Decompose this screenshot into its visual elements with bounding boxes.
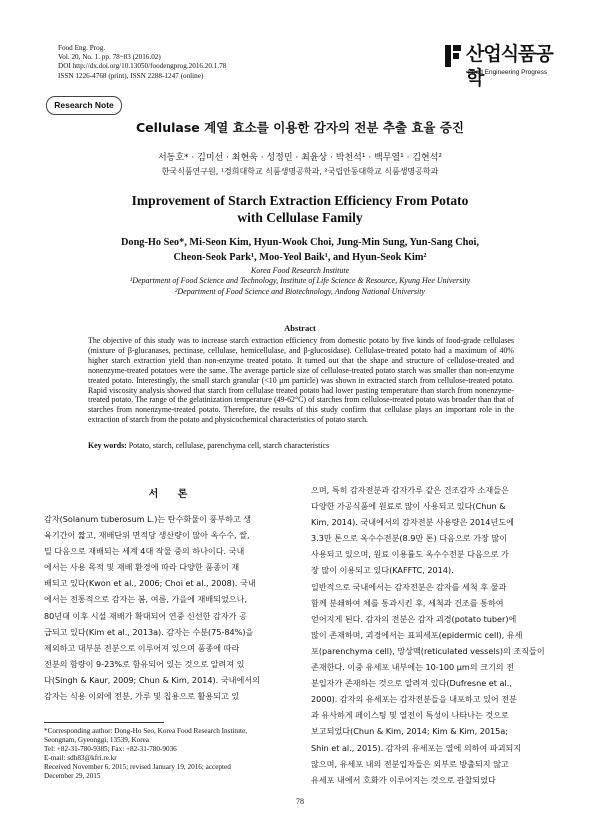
- body-line: 일반적으로 국내에서는 감자전분은 감자를 세척 후 물과: [311, 581, 507, 592]
- korean-affiliation: 한국식품연구원, ¹경희대학교 식품생명공학과, ²국립안동대학교 식품생명공학과: [161, 167, 439, 176]
- body-line: 않으며, 유세포 내의 전분입자들은 외부로 방출되지 않고: [311, 758, 509, 769]
- footnote-line: E-mail: sdh83@kfri.re.kr: [44, 753, 117, 762]
- footnote-line: Received November 6, 2015; revised January 19, 2016; accepted: [44, 762, 231, 771]
- journal-info-line: Food Eng. Prog.: [58, 44, 106, 52]
- korean-authors: 서동호* · 김미선 · 최현욱 · 성정민 · 최윤상 · 박천석¹ · 백무열¹ · 김현석²: [157, 153, 443, 163]
- journal-info-line: ISSN 1226-4768 (print), ISSN 2288-1247 (online): [58, 71, 204, 80]
- journal-info: [58, 44, 226, 81]
- english-title-line: Improvement of Starch Extraction Efficiency From Potato: [131, 193, 469, 208]
- keywords-label: Key words:: [88, 441, 127, 450]
- body-line: Shin et al., 2015). 감자의 유세포는 열에 의하여 파괴되지: [311, 742, 522, 753]
- body-line: 포(parenchyma cell), 망상맥(reticulated vessels)의 조직들이: [311, 645, 545, 656]
- body-line: 80년대 이후 시설 재배가 확대되어 연중 신선한 감자가 공: [44, 610, 247, 621]
- body-line: Kim, 2014). 국내에서의 감자전분 사용량은 2014년도에: [311, 517, 514, 528]
- keywords-text: Potato, starch, cellulase, parenchyma cell, starch characteristics: [128, 441, 330, 450]
- body-line: 존재한다. 이중 유세포 내부에는 10-100 μm의 크기의 전: [311, 662, 515, 673]
- english-title-line: with Cellulase Family: [237, 210, 363, 225]
- body-line: 에서는 전통적으로 감자는 봄, 여름, 가을에 재배되었으나,: [44, 594, 247, 605]
- journal-info-line: DOI http://dx.doi.org/10.13050/foodengprog.2016.20.1.78: [58, 62, 227, 71]
- body-line: 3.3만 톤으로 옥수수전분(8.9만 톤) 다음으로 가장 많이: [311, 533, 508, 544]
- footnote-line: Tel: +82-31-780-9385; Fax: +82-31-780-9036: [44, 744, 177, 753]
- left-column-body: [44, 511, 300, 704]
- body-line: 다양한 가공식품에 원료로 많이 사용되고 있다(Chun &: [311, 501, 506, 512]
- body-line: 감자(Solanum tuberosum L.)는 탄수화물이 풍부하고 생: [44, 514, 252, 524]
- body-line: 에서는 사용 목적 및 재배 환경에 따라 다양한 품종이 재: [44, 562, 240, 573]
- section-heading: 서 론: [148, 489, 196, 500]
- body-line: 전분의 함량이 9-23%로 함유되어 있는 것으로 알려져 있: [44, 658, 245, 669]
- journal-logo: [444, 42, 556, 89]
- body-line: 으며, 특히 감자전분과 감자가루 같은 건조감자 소재들은: [311, 485, 509, 495]
- footnote: [44, 727, 300, 780]
- body-line: 제외하고 대부분 전분으로 이루어져 있으며 품종에 따라: [44, 642, 240, 653]
- body-line: 과 유사하게 페이스팅 및 열전이 특성이 나타나는 것으로: [311, 710, 509, 721]
- abstract-heading: Abstract: [284, 323, 316, 333]
- right-column-body: [311, 482, 557, 788]
- body-line: 밀 다음으로 재배되는 세계 4대 작물 중의 하나이다. 국내: [44, 546, 245, 557]
- english-title: [0, 192, 600, 226]
- body-line: 사용되고 있으며, 원료 이용률도 옥수수전분 다음으로 가: [311, 549, 509, 560]
- body-line: 다(Singh & Kaur, 2009; Chun & Kim, 2014). 국내에서의: [44, 674, 260, 685]
- affiliation-line: ²Department of Food Science and Biotechnology, Andong National University: [175, 286, 425, 296]
- affiliation-line: Korea Food Research Institute: [250, 266, 350, 275]
- keywords: [88, 441, 514, 450]
- body-line: 감자는 식용 이외에 전분, 가루 및 칩용으로 활용되고 있: [44, 691, 240, 702]
- journal-logo-icon: [444, 44, 462, 68]
- body-line: 2000). 감자의 유세포는 감자전분들을 내포하고 있어 전분: [311, 694, 517, 705]
- english-authors: [0, 236, 600, 265]
- journal-logo-english: Food Engineering Progress: [468, 69, 548, 76]
- body-line: 육기간이 짧고, 재배단위 면적당 생산량이 많아 옥수수, 쌀,: [44, 530, 250, 541]
- body-line: 함께 분쇄하여 체를 통과시킨 후, 세척과 건조를 통하여: [311, 597, 504, 608]
- footnote-divider: [44, 722, 164, 723]
- abstract-text: The objective of this study was to increase starch extraction efficiency from domestic potato by five kinds of food-grade cellulases (mixture of β-glucanases, pectinase, cellulase, hemicellulase, and β-glucosidase). Cellulase-treated potato had a maximum of 40% higher starch extraction yield than non-enzyme treated potato. It turned out that the shape and structure of cellulose-treated and nonenzyme-treated potatoes were the same. The average particle size of cellulose-treated potato starch was smaller than non-enzyme treated potato. Interestingly, the small starch granular (<10 μm particle) was shown in extracted starch from cellulose-treated potato. Rapid viscosity analysis showed that starch from cellulase treated potato had lower pasting temperature than starch from nonenzyme-treated potato. The range of the gelatinization temperature (49-62°C) of starches from cellulose-treated potato was broader than that of starches from nonenzyme-treated potato. Therefore, the results of this study confirm that cellulase plays an important role in the extraction of starch from the potato and physicochemical characteristics of potato starch.: [88, 336, 514, 425]
- body-line: 보고되었다(Chun & Kim, 2014; Kim & Kim, 2015a;: [311, 726, 509, 737]
- english-authors-line: Cheon-Seok Park¹, Moo-Yeol Baik¹, and Hyun-Seok Kim²: [173, 251, 427, 263]
- article-type-badge: Research Note: [46, 96, 122, 115]
- journal-logo-korean: 산업식품공학: [466, 43, 553, 89]
- affiliation-line: ¹Department of Food Science and Technology, Institute of Life Science & Resource, Kyung Hee University: [129, 276, 471, 286]
- footnote-line: December 29, 2015: [44, 771, 101, 780]
- english-affiliations: [0, 266, 600, 297]
- body-line: 유세포 내에서 호화가 이루어지는 것으로 관찰되었다: [311, 774, 496, 785]
- journal-info-line: Vol. 20, No. 1. pp. 78~83 (2016.02): [58, 53, 161, 62]
- body-line: 얻어지게 된다. 감자의 전분은 감자 괴경(potato tuber)에: [311, 613, 517, 624]
- footnote-line: *Corresponding author: Dong-Ho Seo, Korea Food Research Institute,: [44, 727, 248, 735]
- page-number: 78: [296, 797, 304, 806]
- body-line: 배되고 있다(Kwon et al., 2006; Choi et al., 2008). 국내: [44, 578, 256, 589]
- body-line: 분입자가 존재하는 것으로 알려져 있다(Dufresne et al.,: [311, 678, 512, 689]
- body-line: 급되고 있다(Kim et al., 2013a). 감자는 수분(75-84%)을: [44, 626, 254, 637]
- korean-title: Cellulase 계열 효소를 이용한 감자의 전분 추출 효율 증진: [136, 120, 464, 135]
- footnote-line: Seongnam, Gyeonggi, 13539, Korea: [44, 735, 149, 744]
- body-line: 장 많이 이용되고 있다(KAFFTC, 2014).: [311, 565, 454, 576]
- english-authors-line: Dong-Ho Seo*, Mi-Seon Kim, Hyun-Wook Choi, Jung-Min Sung, Yun-Sang Choi,: [121, 237, 479, 248]
- body-line: 많이 존재하며, 괴경에서는 표피세포(epidermic cell), 유세: [311, 629, 523, 640]
